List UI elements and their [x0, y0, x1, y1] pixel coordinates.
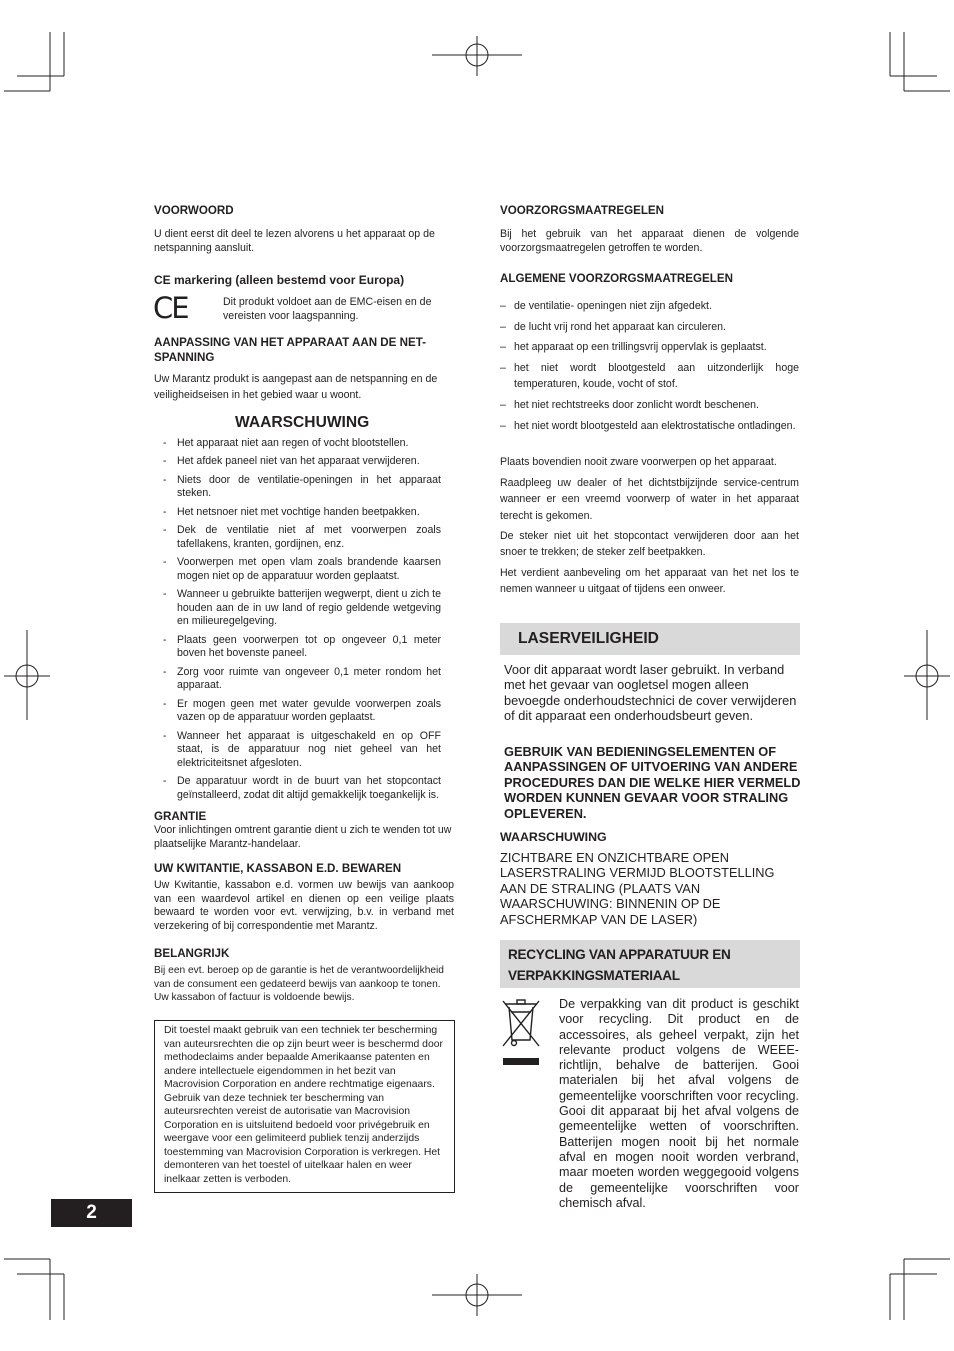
- list-item: [163, 506, 441, 520]
- kwitantie-text: Uw Kwitantie, kassabon e.d. vormen uw bewijs van aankoop van een waardevol artikel en dienen op een veilige plaats bewaard te worden voor evt. verwijzing, b.v. in verband met verzekering of bij correspondentie met Marantz.: [154, 879, 454, 932]
- list-item: [500, 298, 799, 315]
- list-marker: -: [163, 556, 167, 569]
- list-item-text: Voorwerpen met open vlam zoals brandende kaarsen mogen niet op de apparatuur worden geplaatst.: [177, 556, 441, 582]
- laser-warning-bold: GEBRUIK VAN BEDIENINGSELEMENTEN OF AANPASSINGEN OF UITVOERING VAN ANDERE PROCEDURES DAN DIE WELKE HIER VERMELD WORDEN KUNNEN GEVAAR VOOR STRALING OPLEVEREN.: [504, 744, 801, 821]
- list-item: [163, 698, 441, 725]
- laser-waarschuwing-text: ZICHTBARE EN ONZICHTBARE OPEN LASERSTRALING VERMIJD BLOOTSTELLING AAN DE STRALING (PLAATS VAN WAARSCHUWING: BINNENIN OP DE AFSCHERMKAP VAN DE LASER): [500, 850, 775, 927]
- list-marker: -: [163, 455, 167, 468]
- crossed-out-wheelie-bin-icon: [501, 998, 541, 1068]
- ce-text: Dit produkt voldoet aan de EMC-eisen en de vereisten voor laagspanning.: [223, 296, 432, 322]
- voorwoord-text: U dient eerst dit deel te lezen alvorens u het apparaat op de netspanning aansluit.: [154, 228, 435, 254]
- laser-heading-band: [500, 623, 800, 655]
- recycling-text: De verpakking van dit product is geschikt voor recycling. Dit product en de accessoires, als geheel verpakt, zijn het relevante product volgens de WEEE-richtlijn, behalve de batterijen. Gooi materialen bij het afval volgens de gemeentelijke voorschriften voor recycling. Gooi dit apparaat bij het afval volgens de gemeentelijke wetten of voorschriften. Batterijen mogen nooit bij het normale afval en mogen nooit worden verbrand, maar moeten worden weggegooid volgens de gemeentelijke voorschriften voor chemisch afval.: [559, 997, 799, 1210]
- laser-waarschuwing-heading: WAARSCHUWING: [500, 830, 607, 844]
- list-marker: -: [163, 665, 167, 678]
- list-item: [163, 730, 441, 771]
- page-number-tab: 2: [51, 1199, 132, 1227]
- recycling-heading-band: [500, 940, 800, 988]
- waarschuwing-list: [163, 437, 441, 807]
- algemene-paragraph-4: Het verdient aanbeveling om het apparaat van het net los te nemen wanneer u uitgaat of tijdens een onweer.: [500, 567, 799, 596]
- list-item-text: Er mogen geen met water gevulde voorwerpen zoals vazen op de apparatuur worden geplaatst.: [177, 697, 441, 724]
- list-marker: –: [500, 419, 506, 432]
- list-item: [163, 455, 441, 469]
- voorzorg-heading: VOORZORGSMAATREGELEN: [500, 204, 665, 217]
- voorzorg-text: Bij het gebruik van het apparaat dienen de volgende voorzorgsmaatregelen getroffen te worden.: [500, 228, 799, 254]
- list-marker: –: [500, 300, 506, 312]
- grantie-heading: GRANTIE: [154, 810, 207, 823]
- belangrijk-text: Bij een evt. beroep op de garantie is het de verantwoordelijkheid van de consument een gedateerd bewijs van aankoop te tonen. Uw kassabon of factuur is voldoende bewijs.: [154, 965, 444, 1004]
- list-marker: -: [163, 633, 167, 646]
- list-item: [163, 588, 441, 629]
- ce-mark-logo: CE: [153, 291, 188, 325]
- ce-heading: CE markering (alleen bestemd voor Europa): [154, 273, 405, 287]
- list-item: [163, 775, 441, 802]
- list-item-text: Dek de ventilatie niet af met voorwerpen zoals tafellakens, kranten, gordijnen, enz.: [177, 524, 441, 550]
- list-item-text: het niet rechtstreeks door zonlicht wordt beschenen.: [514, 398, 759, 411]
- algemene-paragraph-1: Plaats bovendien nooit zware voorwerpen op het apparaat.: [500, 456, 777, 468]
- list-item-text: Zorg voor ruimte van ongeveer 0,1 meter rondom het apparaat.: [177, 665, 441, 692]
- list-item: [500, 339, 799, 356]
- list-item-text: Plaats geen voorwerpen tot op ongeveer 0,1 meter boven het bovenste paneel.: [177, 633, 441, 660]
- list-item: [163, 666, 441, 693]
- algemene-paragraph-3: De steker niet uit het stopcontact verwijderen door aan het snoer te trekken; de steker zelf beetpakken.: [500, 530, 799, 559]
- list-item-text: de ventilatie- openingen niet zijn afgedekt.: [514, 300, 712, 312]
- waarschuwing-heading: WAARSCHUWING: [235, 414, 370, 431]
- list-item: [163, 524, 441, 551]
- list-item: [500, 397, 799, 414]
- list-item: [500, 360, 799, 393]
- algemene-paragraph-2: Raadpleeg uw dealer of het dichtstbijzijnde service-centrum wanneer er een vreemd voorwerp of water in het apparaat terecht is gekomen.: [500, 477, 799, 522]
- list-marker: -: [163, 697, 167, 710]
- list-item-text: Het afdek paneel niet van het apparaat verwijderen.: [177, 455, 420, 468]
- macrovision-notice-box: Dit toestel maakt gebruik van een techniek ter bescherming van auteursrechten die op zijn beurt weer is beschermd door methodeclaims ander bepaalde Amerikaanse patenten en andere intellectuele eigendommen in het bezit van Macrovision Corporation en andere rechtmatige eigenaars. Gebruik van deze techniek ter bescherming van auteursrechten vereist de autorisatie van Macrovision Corporation en is uitsluitend bedoeld voor privégebruik en weergave voor een gelimiteerd publiek tenzij anderzijds toestemming van Macrovision Corporation is verkregen. Het demonteren van het toestel of uitelkaar halen en weer inelkaar zetten is verboden.: [154, 1020, 455, 1193]
- list-marker: -: [163, 588, 167, 601]
- list-item-text: het niet wordt blootgesteld aan elektrostatische ontladingen.: [514, 419, 796, 432]
- list-item-text: de lucht vrij rond het apparaat kan circuleren.: [514, 320, 726, 333]
- list-item-text: het apparaat op een trillingsvrij oppervlak is geplaatst.: [514, 341, 767, 354]
- list-item: [163, 556, 441, 583]
- list-marker: -: [163, 775, 167, 788]
- algemene-list: [500, 298, 799, 438]
- laser-heading: LASERVEILIGHEID: [518, 630, 659, 647]
- kwitantie-heading: UW KWITANTIE, KASSABON E.D. BEWAREN: [154, 862, 402, 875]
- voorwoord-heading: VOORWOORD: [154, 204, 234, 217]
- list-item-text: Het netsnoer niet met vochtige handen beetpakken.: [177, 505, 420, 518]
- list-marker: -: [163, 437, 167, 449]
- aanpassing-text: Uw Marantz produkt is aangepast aan de netspanning en de veiligheidseisen in het gebied waar u woont.: [154, 373, 438, 401]
- belangrijk-heading: BELANGRIJK: [154, 947, 230, 960]
- recycling-heading: RECYCLING VAN APPARATUUR EN VERPAKKINGSMATERIAAL: [508, 947, 731, 983]
- list-item-text: Niets door de ventilatie-openingen in het apparaat steken.: [177, 473, 441, 500]
- list-item-text: Wanneer u gebruikte batterijen wegwerpt, dient u zich te houden aan de in uw land of regio geldende wetgeving en milieuregelgeving.: [177, 588, 442, 628]
- list-marker: -: [163, 729, 167, 742]
- list-marker: –: [500, 341, 506, 354]
- list-marker: -: [163, 524, 167, 537]
- list-item-text: het niet wordt blootgesteld aan uitzonderlijk hoge temperaturen, koude, vocht of stof.: [514, 361, 799, 391]
- list-item: [500, 418, 799, 435]
- list-marker: -: [163, 505, 167, 518]
- list-marker: –: [500, 320, 506, 333]
- algemene-heading: ALGEMENE VOORZORGSMAATREGELEN: [500, 272, 733, 285]
- list-item: [163, 437, 441, 451]
- list-item-text: Het apparaat niet aan regen of vocht blootstellen.: [177, 437, 409, 449]
- list-marker: –: [500, 361, 506, 374]
- list-item-text: De apparatuur wordt in de buurt van het stopcontact geïnstalleerd, zodat dit altijd gemakkelijk toegankelijk is.: [177, 775, 441, 801]
- list-item: [500, 319, 799, 336]
- laser-intro-text: Voor dit apparaat wordt laser gebruikt. In verband met het gevaar van oogletsel mogen alleen bevoegde onderhoudstechnici de cover verwijderen of dit apparaat een onderhoudsbeurt geven.: [504, 662, 797, 724]
- list-item: [163, 474, 441, 501]
- aanpassing-heading: AANPASSING VAN HET APPARAAT AAN DE NET-SPANNING: [154, 336, 427, 364]
- list-marker: -: [163, 473, 167, 486]
- list-item: [163, 634, 441, 661]
- list-marker: –: [500, 398, 506, 411]
- grantie-text: Voor inlichtingen omtrent garantie dient u zich te wenden tot uw plaatselijke Marantz-handelaar.: [154, 824, 452, 850]
- list-item-text: Wanneer het apparaat is uitgeschakeld en op OFF staat, is de apparatuur nog niet geheel van het elektriciteitsnet afgesloten.: [177, 729, 441, 769]
